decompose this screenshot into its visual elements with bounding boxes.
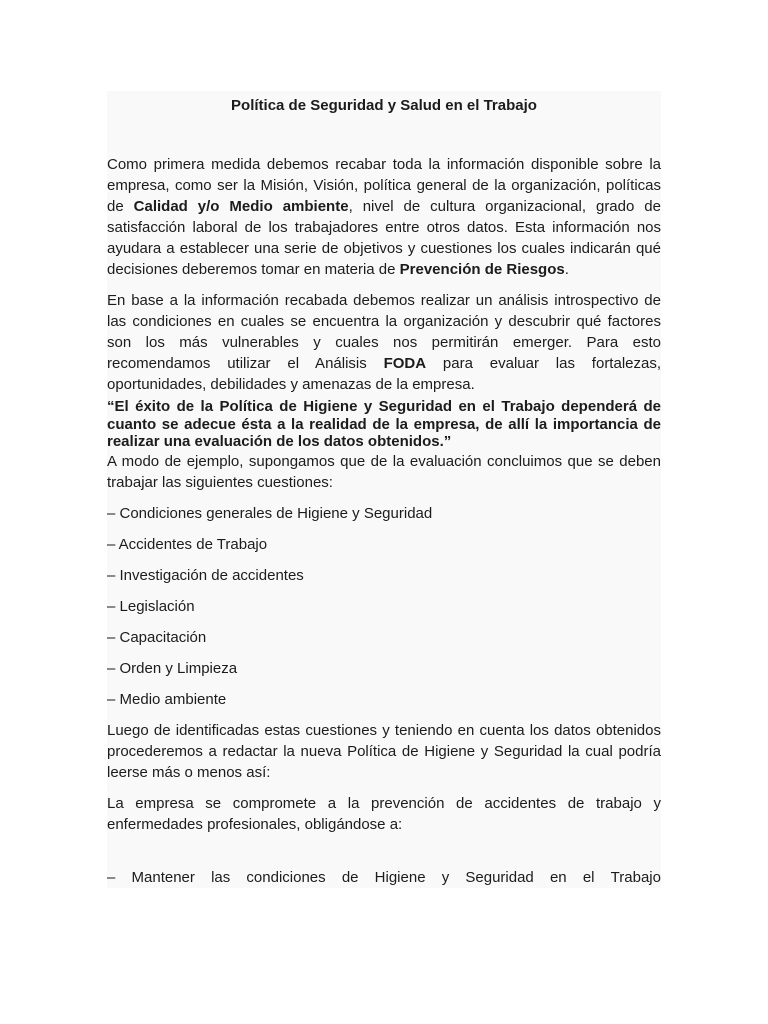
paragraph-intro-text-d: . [564,261,569,278]
paragraph-foda-bold: FODA [383,355,427,372]
word: de [341,868,359,886]
word: Trabajo [610,868,661,886]
word: condiciones [246,868,326,886]
list-item: – Orden y Limpieza [107,659,238,677]
list-item: – Investigación de accidentes [107,566,304,584]
word: y [441,868,450,886]
paragraph-drafting: Luego de identificadas estas cuestiones y teniendo en cuenta los datos obtenidos procederemos a redactar la nueva Política de Higiene y Seguridad la cual podría leerse más o menos así: [107,721,661,781]
word: Seguridad [465,868,534,886]
word: Higiene [374,868,426,886]
word: Mantener [131,868,195,886]
paragraph-intro-bold-prevencion: Prevención de Riesgos [399,261,565,278]
list-item: – Medio ambiente [107,690,227,708]
list-item: – Capacitación [107,628,207,646]
paragraph-example: A modo de ejemplo, supongamos que de la evaluación concluimos que se deben trabajar las siguientes cuestiones: [107,452,661,491]
paragraph-foda-text-a: En base a la información recabada debemos realizar un análisis introspectivo de las condiciones en cuales se encuentra la organización y descubrir qué factores son los más vulnerables y cuales nos permitirán emerger. Para esto recomendamos utilizar el Análisis [107,292,661,372]
paragraph-intro [107,154,661,280]
list-item: – Accidentes de Trabajo [107,535,268,553]
issues-list [107,503,661,710]
list-item: – Legislación [107,597,195,615]
paragraph-intro-text-a: Como primera medida debemos recabar toda la información disponible sobre la empresa, como ser la Misión, Visión, política general de la organización, políticas de [107,156,661,215]
highlight-quote: “El éxito de la Política de Higiene y Seguridad en el Trabajo dependerá de cuanto se adecue ésta a la realidad de la empresa, de allí la importancia de realizar una evaluación de los datos obtenidos.” [107,398,661,450]
word: – [107,868,116,886]
list-item: – Condiciones generales de Higiene y Seguridad [107,504,433,522]
paragraph-intro-bold-calidad: Calidad y/o Medio ambiente [133,198,349,215]
document-body [107,91,661,888]
paragraph-obligation-first-line [107,867,661,888]
word: las [211,868,231,886]
word: el [582,868,595,886]
word: en [549,868,567,886]
paragraph-foda-text-c: para evaluar las fortalezas, oportunidades, debilidades y amenazas de la empresa. [107,355,662,393]
document-title: Política de Seguridad y Salud en el Trabajo [231,97,537,114]
paragraph-foda [107,290,661,395]
paragraph-intro-text-c: , nivel de cultura organizacional, grado de satisfacción laboral de los trabajadores entre otros datos. Esta información nos ayudara a establecer una serie de objetivos y cuestiones los cuales indicarán qué decisiones deberemos tomar en materia de [107,198,661,278]
paragraph-commitment: La empresa se compromete a la prevención de accidentes de trabajo y enfermedades profesionales, obligándose a: [107,794,661,833]
